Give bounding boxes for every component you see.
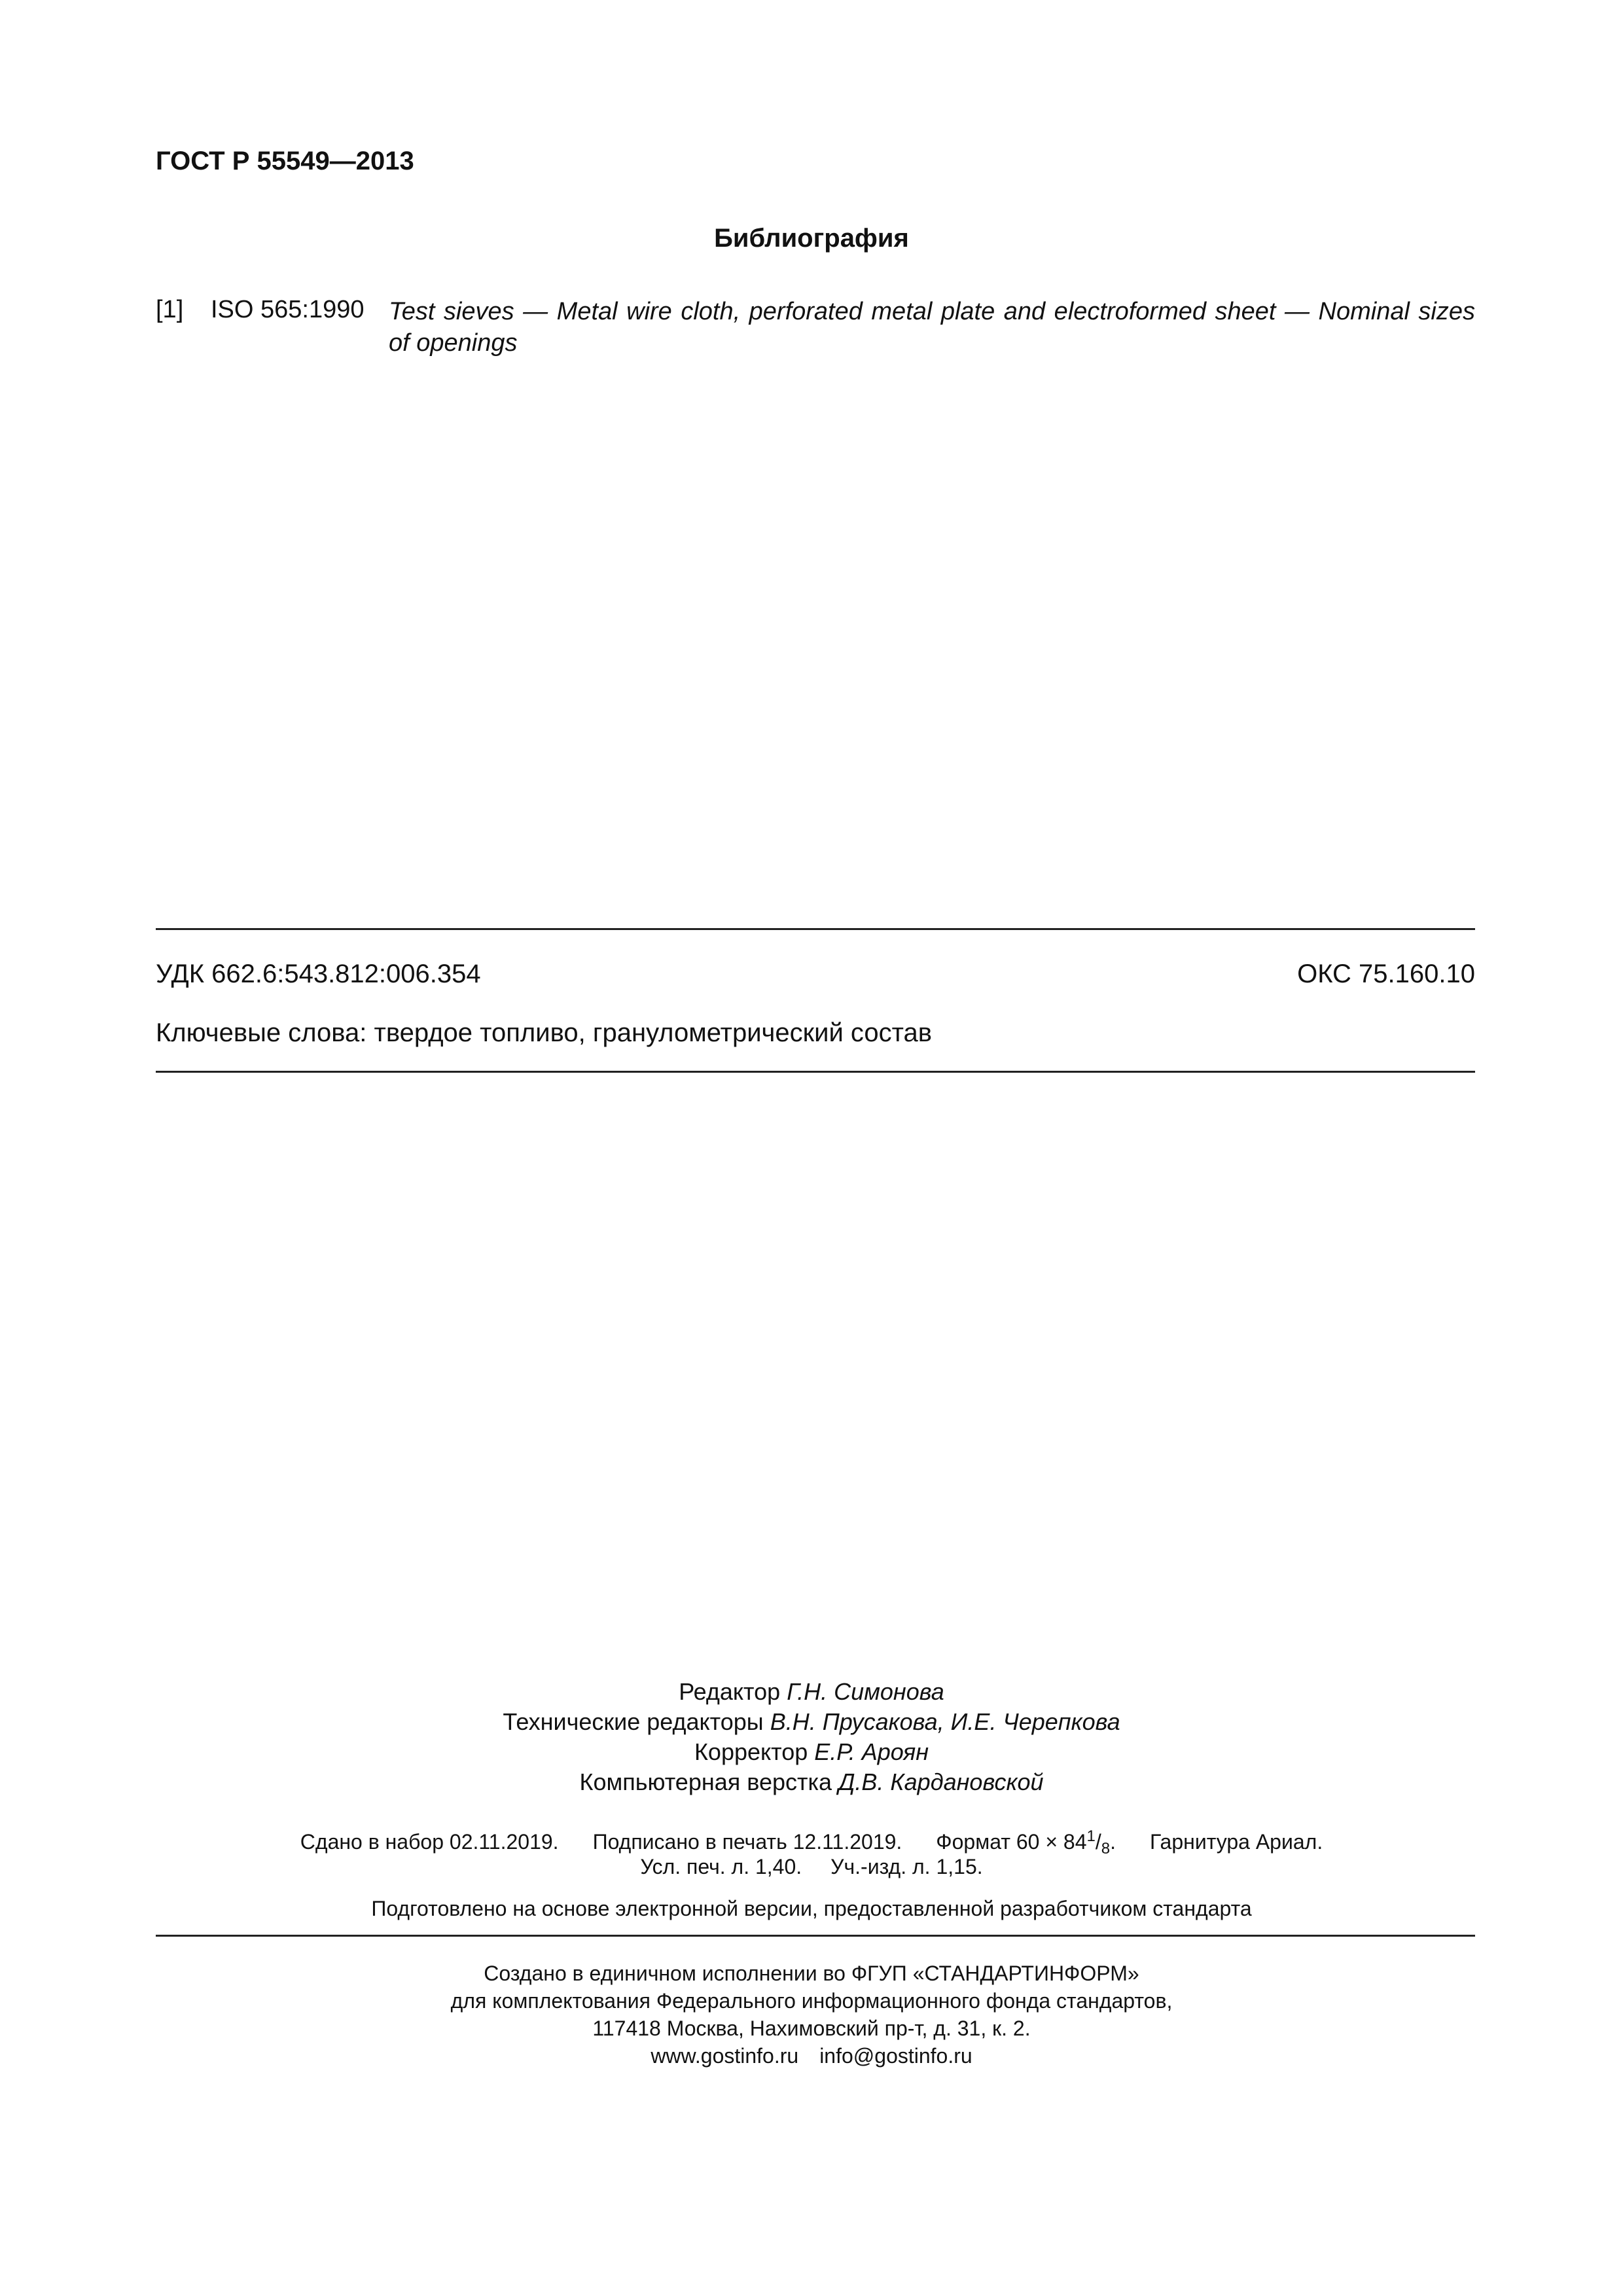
- submitted-date: Сдано в набор 02.11.2019.: [300, 1829, 559, 1854]
- format-denominator: 8: [1101, 1840, 1111, 1858]
- proofreader-name: Е.Р. Ароян: [814, 1738, 929, 1765]
- standard-code: ГОСТ Р 55549—2013: [156, 147, 414, 175]
- imprint-details: [0, 1827, 1623, 1858]
- publisher-block: [0, 1960, 1623, 2070]
- top-divider: [156, 928, 1475, 930]
- format-prefix: Формат 60 × 84: [936, 1829, 1087, 1854]
- layout-line: [0, 1767, 1623, 1797]
- tech-editors-role: Технические редакторы: [503, 1708, 770, 1735]
- editor-role: Редактор: [679, 1678, 787, 1705]
- reference-title: Test sieves — Metal wire cloth, perforated metal plate and electroformed sheet — Nominal sizes of openings: [389, 298, 1475, 357]
- reference-number: [1]: [156, 296, 184, 323]
- publishing-sheets: Уч.-изд. л. 1,15.: [830, 1855, 983, 1878]
- proofreader-line: [0, 1737, 1623, 1767]
- format-suffix: .: [1110, 1829, 1116, 1854]
- format-numerator: 1: [1086, 1827, 1096, 1845]
- typeface: Гарнитура Ариал.: [1150, 1829, 1323, 1854]
- publisher-address: 117418 Москва, Нахимовский пр-т, д. 31, к. 2.: [592, 2017, 1031, 2040]
- publisher-line-1: Создано в единичном исполнении во ФГУП «СТАНДАРТИНФОРМ»: [484, 1962, 1139, 1985]
- format-slash: /: [1095, 1829, 1101, 1854]
- bibliography-title: Библиография: [714, 224, 909, 253]
- paper-format: [936, 1827, 1116, 1858]
- print-sheets: Усл. печ. л. 1,40.: [640, 1855, 802, 1878]
- publisher-line-2: для комплектования Федерального информационного фонда стандартов,: [450, 1989, 1173, 2013]
- udk-code: УДК 662.6:543.812:006.354: [156, 960, 481, 988]
- website-link[interactable]: www.gostinfo.ru: [651, 2044, 799, 2068]
- layout-role: Компьютерная верстка: [579, 1768, 839, 1795]
- reference-code: ISO 565:1990: [211, 296, 365, 323]
- layout-name: Д.В. Кардановской: [838, 1768, 1044, 1795]
- credits-block: [0, 1677, 1623, 1797]
- email-link[interactable]: info@gostinfo.ru: [819, 2044, 972, 2068]
- publisher-contacts: [0, 2042, 1623, 2070]
- tech-editors-names: В.Н. Прусакова, И.Е. Черепкова: [770, 1708, 1120, 1735]
- bottom-divider: [156, 1071, 1475, 1073]
- publisher-divider: [156, 1935, 1475, 1937]
- editor-name: Г.Н. Симонова: [787, 1678, 944, 1705]
- editor-line: [0, 1677, 1623, 1707]
- signed-date: Подписано в печать 12.11.2019.: [592, 1829, 902, 1854]
- keywords: Ключевые слова: твердое топливо, гранулометрический состав: [156, 1018, 932, 1047]
- sheet-counts: [0, 1855, 1623, 1879]
- tech-editors-line: [0, 1707, 1623, 1737]
- prepared-note: Подготовлено на основе электронной версии, предоставленной разработчиком стандарта: [371, 1897, 1252, 1920]
- proofreader-role: Корректор: [694, 1738, 815, 1765]
- oks-code: ОКС 75.160.10: [1297, 960, 1475, 988]
